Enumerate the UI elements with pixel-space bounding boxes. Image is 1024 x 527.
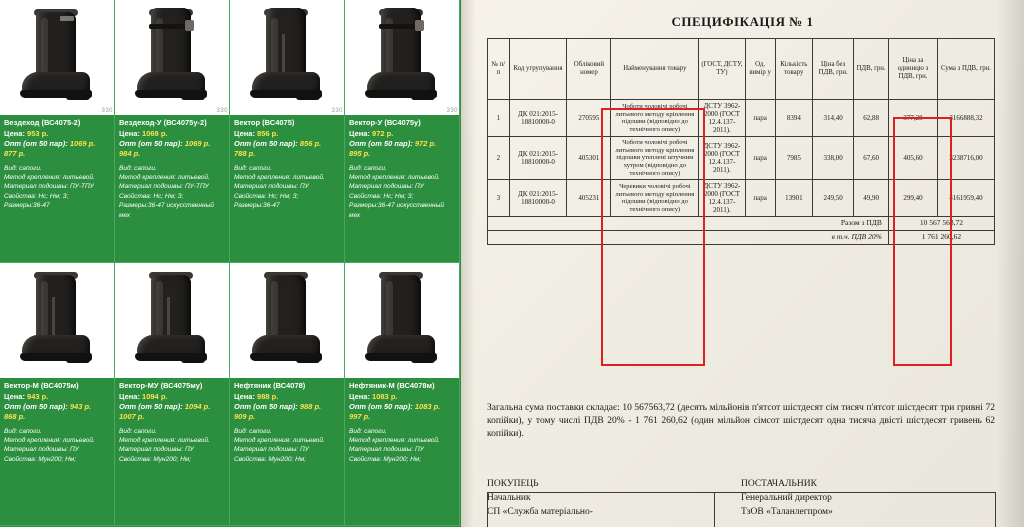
seller-title: ПОСТАЧАЛЬНИК bbox=[741, 479, 817, 489]
document-title: СПЕЦИФІКАЦІЯ № 1 bbox=[671, 14, 814, 29]
vat-total-label: в т.ч. ПДВ 20% bbox=[488, 230, 889, 244]
product-name: Вектор-М (ВС4075м) bbox=[4, 381, 79, 390]
cell-no: 2 bbox=[488, 137, 510, 180]
price-label: Цена: bbox=[4, 392, 25, 402]
boot-image bbox=[115, 0, 230, 115]
seller-signature-cell bbox=[713, 492, 996, 527]
attr-props: Свойства: Нс; Нм; З; bbox=[4, 192, 69, 200]
cell-code: ДК 021:2015-18810000-0 bbox=[509, 100, 567, 137]
cell-price-with-vat: 299,40 bbox=[888, 180, 937, 217]
opt-value-second: 868 р. bbox=[4, 411, 26, 421]
buyer-signature-cell bbox=[487, 492, 715, 527]
specification-table bbox=[487, 38, 995, 245]
product-photo[interactable] bbox=[115, 0, 230, 115]
document-page bbox=[461, 0, 1024, 527]
price-label: Цена: bbox=[119, 129, 140, 139]
vat-total-row bbox=[488, 230, 995, 244]
attr-kind: Вид: сапоги. bbox=[234, 164, 272, 172]
col-no: № п/п bbox=[488, 39, 510, 100]
price-label: Цена: bbox=[349, 129, 370, 139]
price-value: 988 р. bbox=[257, 392, 279, 402]
cell-code: ДК 021:2015-18810000-0 bbox=[509, 137, 567, 180]
attr-method: Метод крепления: литьевой. bbox=[349, 437, 440, 445]
image-dimension-label: 330 bbox=[331, 108, 343, 114]
product-catalog-panel bbox=[0, 0, 461, 527]
opt-value-second: 877 р. bbox=[4, 148, 26, 158]
product-name: Вездеход-У (ВС4075у-2) bbox=[119, 118, 207, 127]
attr-kind: Вид: сапоги. bbox=[119, 427, 157, 435]
price-label: Цена: bbox=[119, 392, 140, 402]
attr-method: Метод крепления: литьевой. bbox=[119, 437, 210, 445]
cell-price-no-vat: 249,50 bbox=[812, 180, 853, 217]
opt-value: 856 р. bbox=[299, 139, 322, 149]
product-photo[interactable] bbox=[230, 0, 345, 115]
product-grid bbox=[0, 0, 461, 526]
attr-method: Метод крепления: литьевой. bbox=[349, 174, 440, 182]
opt-value-second: 984 р. bbox=[119, 148, 141, 158]
product-photo[interactable] bbox=[230, 263, 345, 378]
cell-standard: ДСТУ 3962-2000 (ГОСТ 12.4.137-2011). bbox=[699, 180, 745, 217]
col-acct: Обліковий номер bbox=[567, 39, 611, 100]
attr-sizes: Размеры:36-47 bbox=[4, 202, 50, 210]
attr-material: Материал подошвы: ПУ-ТПУ bbox=[4, 183, 94, 191]
attr-method: Метод крепления: литьевой. bbox=[234, 174, 325, 182]
cell-standard: ДСТУ 3962-2000 (ГОСТ 12.4.137-2011). bbox=[699, 100, 745, 137]
attr-kind: Вид: сапоги. bbox=[119, 164, 157, 172]
opt-label: Опт (от 50 пар): bbox=[119, 139, 183, 149]
attr-props: Свойства: Мун200; Нм; bbox=[234, 455, 307, 463]
attr-kind: Вид: сапоги. bbox=[234, 427, 272, 435]
opt-label: Опт (от 50 пар): bbox=[234, 402, 298, 412]
opt-value-second: 788 р. bbox=[234, 148, 256, 158]
product-name: Нефтяник-М (ВС4078м) bbox=[349, 381, 435, 390]
attr-props: Свойства: Нс; Нм; З; bbox=[349, 192, 414, 200]
col-price-with-vat: Ціна за одиницю з ПДВ, грн. bbox=[888, 39, 937, 100]
product-card[interactable] bbox=[230, 263, 345, 526]
cell-acct: 405231 bbox=[567, 180, 611, 217]
product-name: Вездеход (ВС4075-2) bbox=[4, 118, 81, 127]
total-label: Разом з ПДВ bbox=[488, 217, 889, 231]
boot-image bbox=[115, 263, 230, 378]
cell-unit: пара bbox=[745, 137, 775, 180]
product-photo[interactable] bbox=[0, 0, 115, 115]
attr-kind: Вид: сапоги. bbox=[4, 427, 42, 435]
product-card[interactable] bbox=[115, 263, 230, 526]
table-row bbox=[488, 180, 995, 217]
cell-no: 3 bbox=[488, 180, 510, 217]
product-photo[interactable] bbox=[345, 0, 460, 115]
col-code: Код угрупування bbox=[509, 39, 567, 100]
product-photo[interactable] bbox=[0, 263, 115, 378]
cell-sum-with-vat: 3166888,32 bbox=[938, 100, 995, 137]
product-name: Вектор (ВС4075) bbox=[234, 118, 295, 127]
attr-props: Свойства: Мун200; Нм; bbox=[349, 455, 422, 463]
col-vat: ПДВ, грн. bbox=[854, 39, 889, 100]
buyer-org: СП «Служба матеріально- bbox=[487, 506, 593, 517]
cell-acct: 270595 bbox=[567, 100, 611, 137]
cell-qty: 7985 bbox=[775, 137, 812, 180]
product-card[interactable] bbox=[230, 0, 345, 263]
cell-code: ДК 021:2015-18810000-0 bbox=[509, 180, 567, 217]
attr-material: Материал подошвы: ПУ bbox=[234, 183, 309, 191]
attr-method: Метод крепления: литьевой. bbox=[4, 437, 95, 445]
image-dimension-label: 330 bbox=[101, 108, 113, 114]
attr-props: Свойства: Мун200; Нм; bbox=[119, 455, 192, 463]
cell-unit: пара bbox=[745, 100, 775, 137]
attr-props: Свойства: Нс; Нм; З; bbox=[234, 192, 299, 200]
col-sum-with-vat: Сума з ПДВ, грн. bbox=[938, 39, 995, 100]
attr-kind: Вид: сапоги. bbox=[349, 164, 387, 172]
col-qty: Кількість товару bbox=[775, 39, 812, 100]
attr-material: Материал подошвы: ПУ bbox=[4, 446, 79, 454]
cell-sum-with-vat: 3238716,00 bbox=[938, 137, 995, 180]
col-unit: Од. вимір у bbox=[745, 39, 775, 100]
product-card[interactable] bbox=[115, 0, 230, 263]
price-value: 856 р. bbox=[257, 129, 279, 139]
cell-unit: пара bbox=[745, 180, 775, 217]
vat-total-value: 1 761 260,62 bbox=[888, 230, 994, 244]
price-label: Цена: bbox=[4, 129, 25, 139]
opt-label: Опт (от 50 пар): bbox=[349, 139, 413, 149]
cell-vat: 67,60 bbox=[854, 137, 889, 180]
cell-qty: 8394 bbox=[775, 100, 812, 137]
opt-label: Опт (от 50 пар): bbox=[4, 402, 68, 412]
opt-value: 972 р. bbox=[414, 139, 437, 149]
boot-image bbox=[345, 263, 460, 378]
cell-price-with-vat: 377,28 bbox=[888, 100, 937, 137]
product-card[interactable] bbox=[345, 0, 460, 263]
product-name: Нефтяник (ВС4078) bbox=[234, 381, 306, 390]
product-name: Вектор-МУ (ВС4075му) bbox=[119, 381, 203, 390]
cell-price-with-vat: 405,60 bbox=[888, 137, 937, 180]
page-right-shadow bbox=[996, 0, 1024, 527]
price-value: 1083 р. bbox=[372, 392, 398, 402]
attr-material: Материал подошвы: ПУ bbox=[349, 183, 424, 191]
price-value: 953 р. bbox=[27, 129, 49, 139]
attr-kind: Вид: сапоги. bbox=[349, 427, 387, 435]
table-header-row bbox=[488, 39, 995, 100]
opt-label: Опт (от 50 пар): bbox=[234, 139, 298, 149]
product-card[interactable] bbox=[0, 263, 115, 526]
price-label: Цена: bbox=[234, 392, 255, 402]
price-label: Цена: bbox=[234, 129, 255, 139]
boot-image bbox=[230, 0, 345, 115]
seller-org: ТзОВ «Таланлегпром» bbox=[741, 506, 833, 517]
col-price-no-vat: Ціна без ПДВ, грн. bbox=[812, 39, 853, 100]
cell-price-no-vat: 314,40 bbox=[812, 100, 853, 137]
opt-value: 1069 р. bbox=[184, 139, 211, 149]
opt-value: 1069 р. bbox=[69, 139, 96, 149]
summary-paragraph: Загальна сума поставки складає: 10 567563,72 (десять мільйонів п'ятсот шістдесят сім тисяч п'ятсот шістдесят три гривні 72 копійки), у тому числі ПДВ 20% - 1 761 260,62 (один мільйон сімсот шістдесят одна тисяча двісті шістдесят гривень 62 копійки). bbox=[487, 403, 995, 439]
opt-value: 943 р. bbox=[69, 402, 92, 412]
total-value: 10 567 563,72 bbox=[888, 217, 994, 231]
product-name: Вектор-У (ВС4075у) bbox=[349, 118, 421, 127]
opt-value-second: 895 р. bbox=[349, 148, 371, 158]
cell-sum-with-vat: 4161959,40 bbox=[938, 180, 995, 217]
cell-vat: 62,88 bbox=[854, 100, 889, 137]
attr-method: Метод крепления: литьевой. bbox=[119, 174, 210, 182]
product-card[interactable] bbox=[345, 263, 460, 526]
attr-props: Свойства: Мун200; Нм; bbox=[4, 455, 77, 463]
opt-value: 1094 р. bbox=[184, 402, 211, 412]
buyer-role: Начальник bbox=[487, 492, 531, 503]
table-row bbox=[488, 137, 995, 180]
price-value: 1069 р. bbox=[142, 129, 168, 139]
boot-image bbox=[0, 0, 115, 115]
image-dimension-label: 330 bbox=[446, 108, 458, 114]
opt-value-second: 997 р. bbox=[349, 411, 371, 421]
cell-qty: 13901 bbox=[775, 180, 812, 217]
product-photo[interactable] bbox=[115, 263, 230, 378]
page-edge-shadow bbox=[461, 0, 475, 527]
cell-standard: ДСТУ 3962-2000 (ГОСТ 12.4.137-2011). bbox=[699, 137, 745, 180]
scanned-document-panel bbox=[461, 0, 1024, 527]
price-label: Цена: bbox=[349, 392, 370, 402]
opt-value: 988 р. bbox=[299, 402, 322, 412]
seller-role: Генеральний директор bbox=[741, 492, 832, 503]
opt-label: Опт (от 50 пар): bbox=[4, 139, 68, 149]
attr-kind: Вид: сапоги. bbox=[4, 164, 42, 172]
attr-sizes: Размеры:36-47 искусственный мех bbox=[349, 202, 444, 219]
cell-price-no-vat: 338,00 bbox=[812, 137, 853, 180]
opt-value-second: 909 р. bbox=[234, 411, 256, 421]
cell-name: Чоботи чоловічі робочі литьевого методу кріплення підошви (відповідно до технічного опису) bbox=[611, 100, 699, 137]
attr-material: Материал подошвы: ПУ bbox=[349, 446, 424, 454]
opt-value: 1083 р. bbox=[414, 402, 441, 412]
image-dimension-label: 330 bbox=[216, 108, 228, 114]
cell-name: Черевики чоловічі робочі литьевого методу кріплення підошви (відповідно до технічного опису) bbox=[611, 180, 699, 217]
col-name: Найменування товару bbox=[611, 39, 699, 100]
total-row bbox=[488, 217, 995, 231]
boot-image bbox=[230, 263, 345, 378]
cell-acct: 405301 bbox=[567, 137, 611, 180]
cell-name: Чоботи чоловічі робочі литьевого методу кріплення підошви утеплені штучним хутром (відповідно до технічного опису) bbox=[611, 137, 699, 180]
product-card[interactable] bbox=[0, 0, 115, 263]
opt-label: Опт (от 50 пар): bbox=[119, 402, 183, 412]
cell-no: 1 bbox=[488, 100, 510, 137]
attr-material: Материал подошвы: ПУ bbox=[119, 446, 194, 454]
boot-image bbox=[0, 263, 115, 378]
boot-image bbox=[345, 0, 460, 115]
attr-props: Свойства: Нс; Нм; З; bbox=[119, 192, 184, 200]
opt-value-second: 1007 р. bbox=[119, 411, 145, 421]
attr-method: Метод крепления: литьевой. bbox=[234, 437, 325, 445]
product-photo[interactable] bbox=[345, 263, 460, 378]
price-value: 943 р. bbox=[27, 392, 49, 402]
col-standard: (ГОСТ, ДСТУ, ТУ) bbox=[699, 39, 745, 100]
table-row bbox=[488, 100, 995, 137]
cell-vat: 49,90 bbox=[854, 180, 889, 217]
opt-label: Опт (от 50 пар): bbox=[349, 402, 413, 412]
buyer-title: ПОКУПЕЦЬ bbox=[487, 479, 539, 489]
attr-material: Материал подошвы: ПУ bbox=[234, 446, 309, 454]
attr-method: Метод крепления: литьевой. bbox=[4, 174, 95, 182]
attr-material: Материал подошвы: ПУ-ТПУ bbox=[119, 183, 209, 191]
price-value: 1094 р. bbox=[142, 392, 168, 402]
attr-sizes: Размеры:36-47 bbox=[234, 202, 280, 210]
attr-sizes: Размеры:36-47 искусственный мех bbox=[119, 202, 214, 219]
price-value: 972 р. bbox=[372, 129, 394, 139]
